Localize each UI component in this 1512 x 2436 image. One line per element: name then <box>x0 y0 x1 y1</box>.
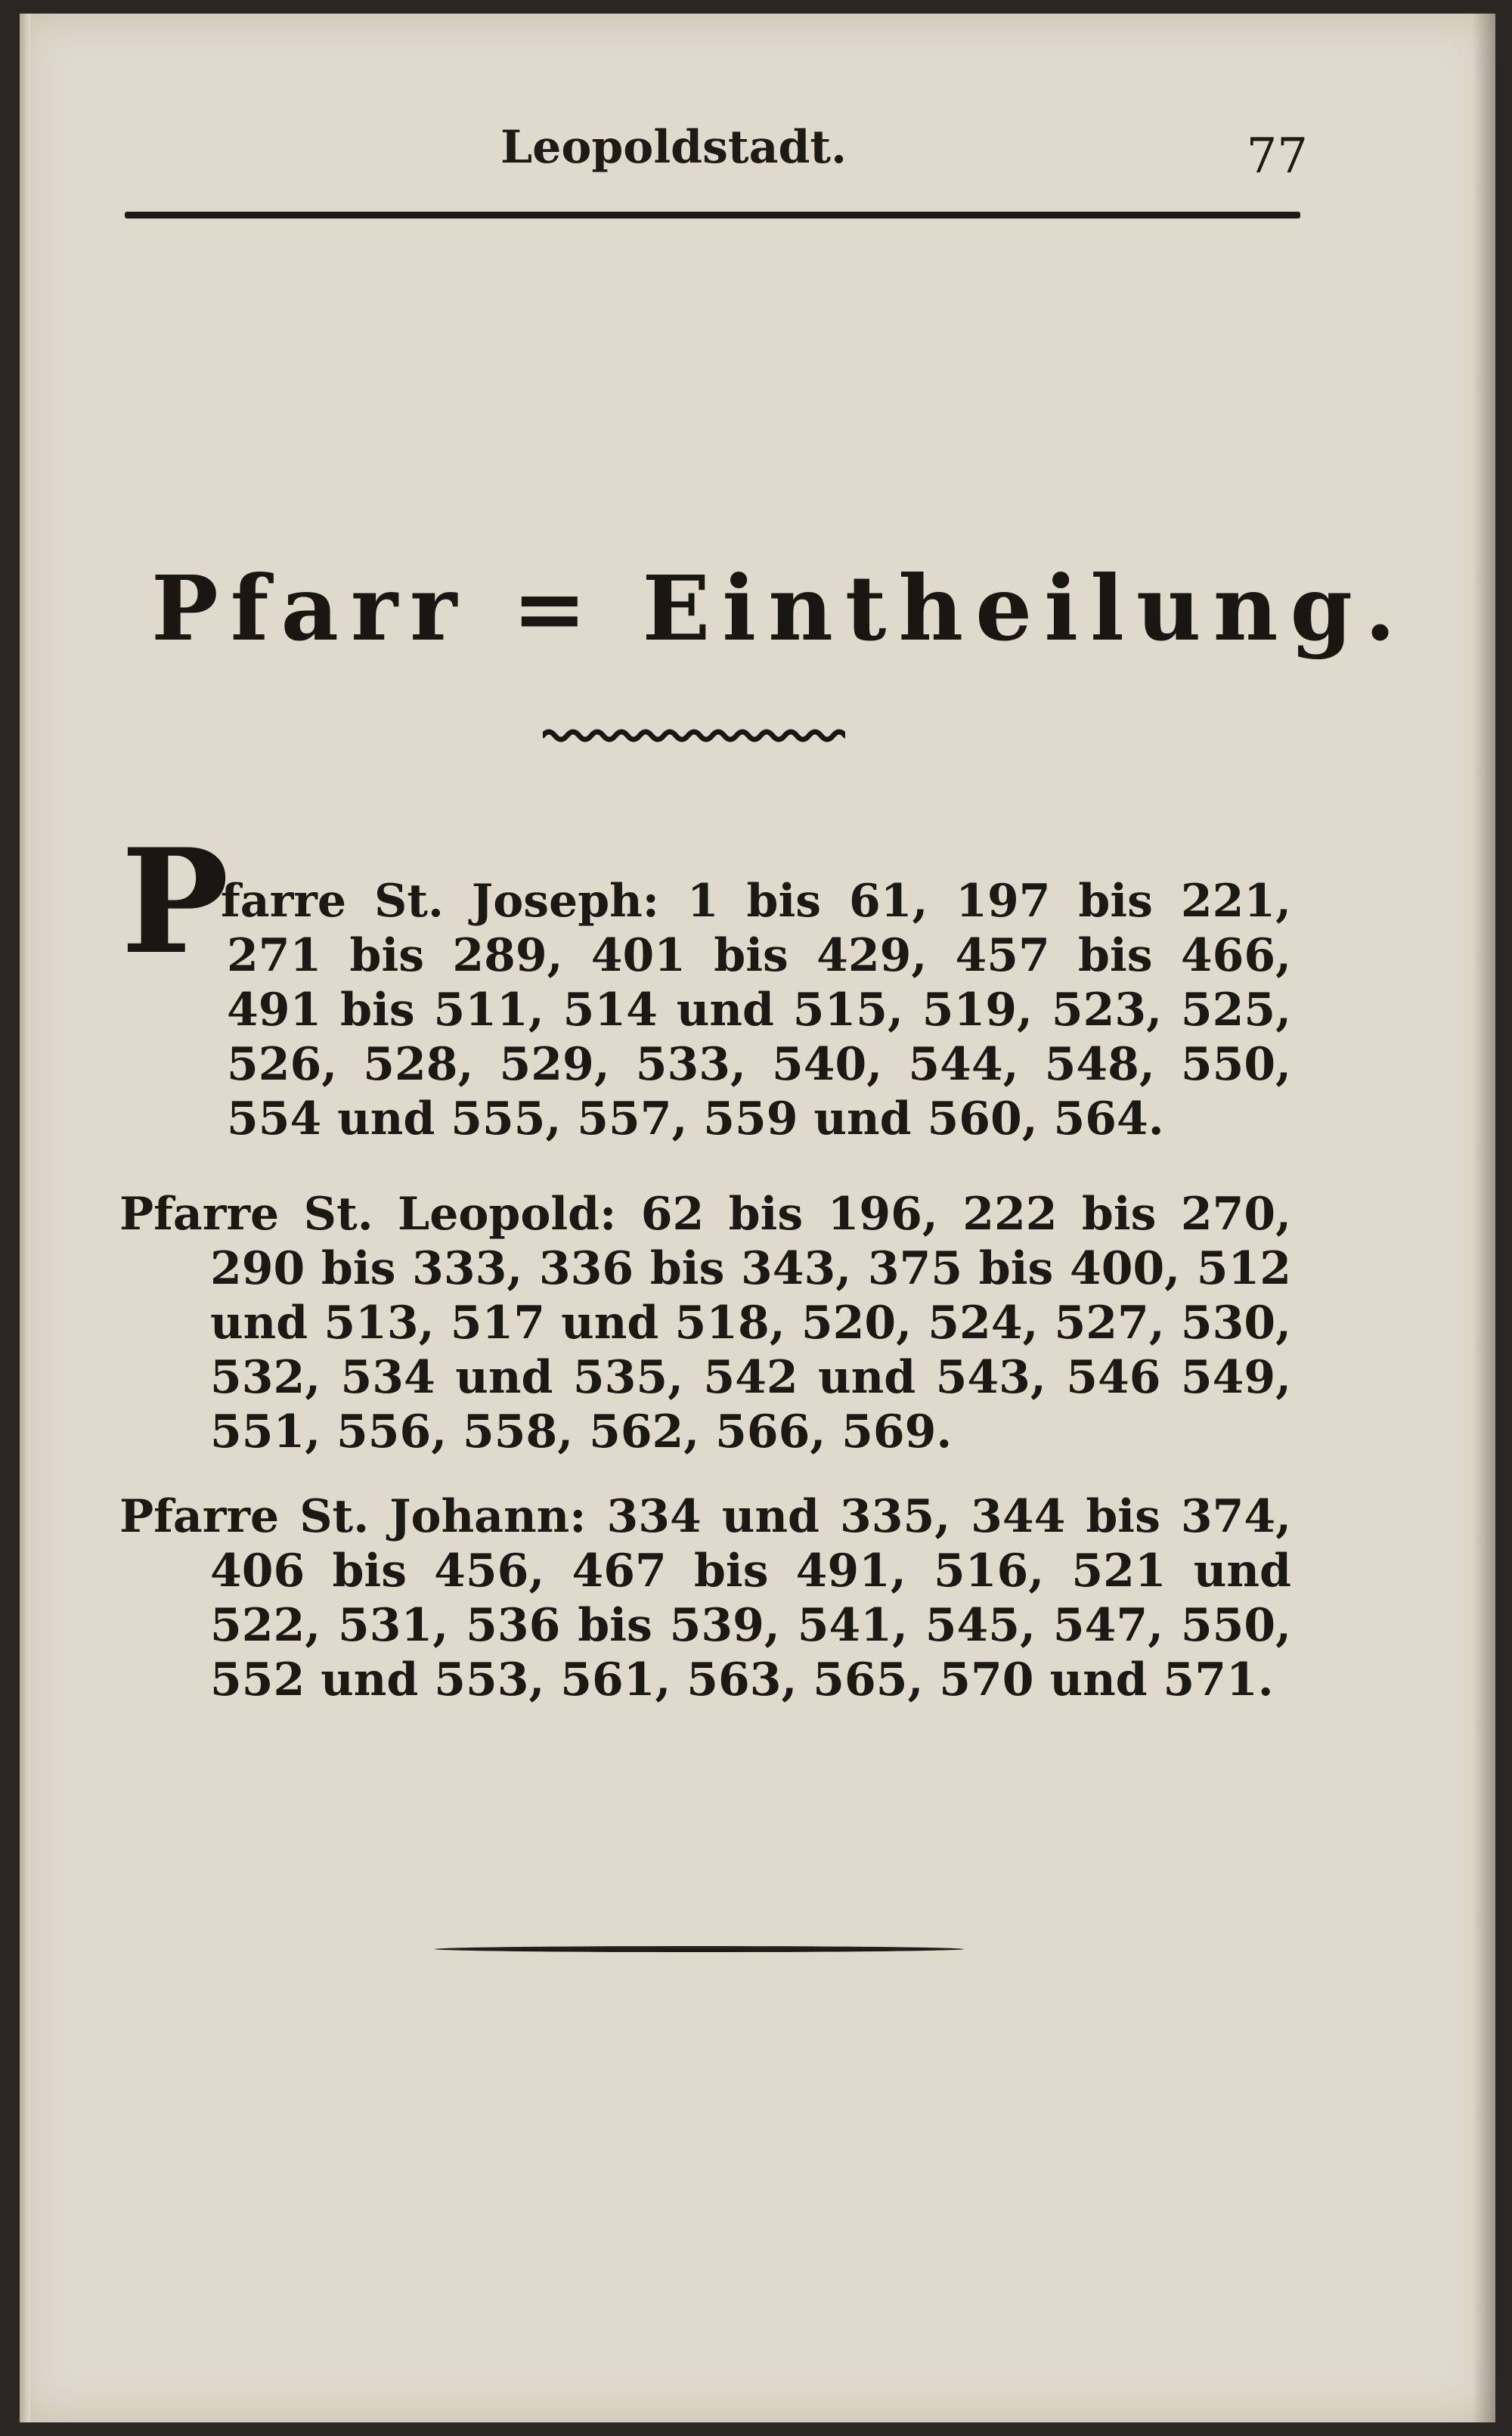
drop-cap-initial: P <box>121 817 229 986</box>
section-title: Pfarr = Eintheilung. <box>151 556 1408 661</box>
parish-name: Pfarre St. Leopold: <box>119 1188 617 1241</box>
page-gutter-edge <box>20 14 30 2422</box>
parish-house-numbers: 62 bis 196, 222 bis 270, 290 bis 333, 336 bis 343, 375 bis 400, 512 und 513, 517 und 518, 520, 524, 527, 530, 532, 534 und 535, 542 und 543, 546 549, 551, 556, 558, 562, 566, 569. <box>210 1188 1292 1458</box>
wave-ornament-icon <box>543 726 845 745</box>
parish-name: farre St. Joseph: <box>221 875 659 928</box>
parish-name: Pfarre St. Johann: <box>119 1490 587 1543</box>
title-ornament-wave <box>543 726 845 745</box>
parish-entry-st-leopold <box>119 1187 1292 1459</box>
page-number: 77 <box>1246 129 1308 184</box>
closing-rule <box>435 1946 964 1952</box>
page-edge-shadow <box>1473 14 1495 2422</box>
parish-entry-paragraph <box>119 1489 1292 1707</box>
running-head: Leopoldstadt. <box>500 121 847 174</box>
parish-entry-paragraph <box>221 874 1291 1146</box>
parish-house-numbers: 334 und 335, 344 bis 374, 406 bis 456, 467 bis 491, 516, 521 und 522, 531, 536 bis 539, 541, 545, 547, 550, 552 und 553, 561, 563, 565, 570 und 571. <box>210 1490 1292 1706</box>
parish-house-numbers: 1 bis 61, 197 bis 221, 271 bis 289, 401 bis 429, 457 bis 466, 491 bis 511, 514 und 515, 519, 523, 525, 526, 528, 529, 533, 540, 544, 548, 550, 554 und 555, 557, 559 und 560, 564. <box>227 875 1291 1145</box>
parish-entry-st-joseph <box>221 874 1291 1146</box>
parish-entry-st-johann <box>119 1489 1292 1707</box>
header-rule <box>125 212 1300 218</box>
parish-entry-paragraph <box>119 1187 1292 1459</box>
